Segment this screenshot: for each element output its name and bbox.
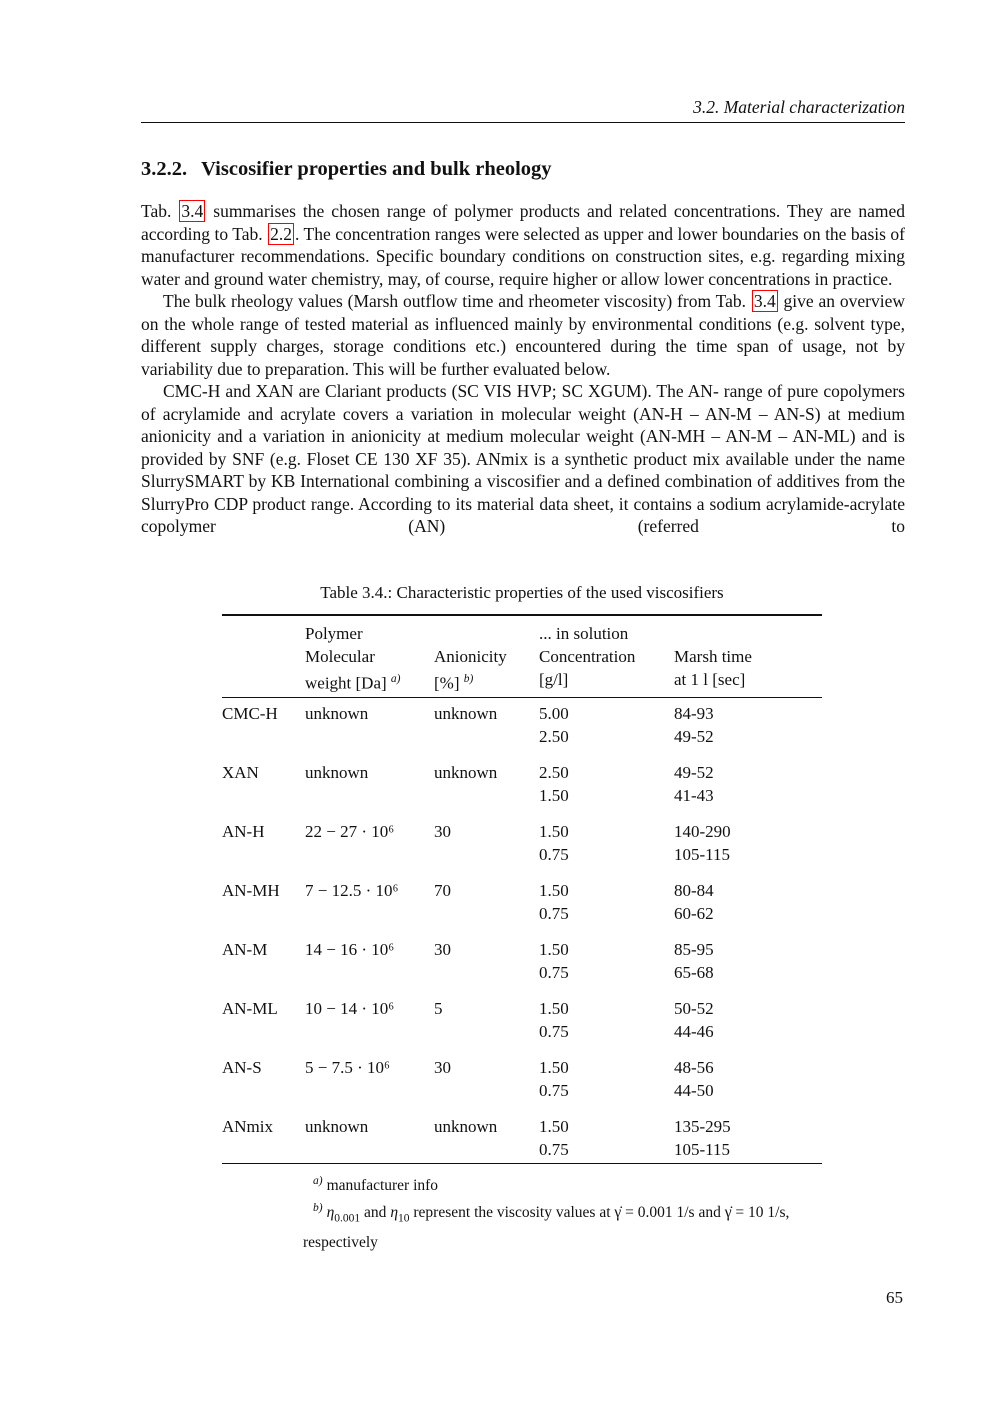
marsh-time-cell: 80-84	[674, 881, 714, 901]
table-header-units-row	[222, 668, 822, 698]
header-molecular-weight-units	[305, 668, 434, 698]
anionicity-cell: unknown	[434, 763, 498, 783]
empty-cell	[222, 1138, 305, 1164]
page-number: 65	[886, 1288, 903, 1307]
empty-cell	[222, 1020, 305, 1045]
footnote-b-text: represent the viscosity values at γ̇ = 0.001 1/s and γ̇ = 10 1/s,	[409, 1204, 790, 1222]
header-concentration-units: [g/l]	[539, 668, 674, 698]
table-caption: Table 3.4.: Characteristic properties of the used viscosifiers	[320, 582, 724, 602]
molecular-weight-cell: 7 − 12.5 · 10⁶	[305, 881, 399, 901]
marsh-time-cell: 84-93	[674, 704, 714, 724]
empty-cell	[434, 1020, 539, 1045]
marsh-time-cell: 105-115	[674, 845, 731, 865]
paragraph-text: summarises the chosen range of polymer products and related concentrations. They are named according to Tab.	[141, 201, 905, 244]
paragraph-text: CMC-H and XAN are Clariant products (SC VIS HVP; SC XGUM). The AN- range of pure copolymers of acrylamide and acrylate covers a variation in molecular weight (AN-H – AN-M – AN-S) at medium anionicity and a variation in anionicity at medium molecular weight (AN-MH – AN-M – AN-ML) and is provided by SNF (e.g. Floset CE 130 XF 35). ANmix is a synthetic product mix available under the name SlurrySMART by KB International combining a viscosifier and a defined combination of additives from the SlurryPro CDP product range. According to its material data sheet, it contains a sodium acrylamide-acrylate copolymer (AN) (referred to	[141, 381, 905, 536]
product-name-cell: AN-H	[222, 822, 265, 842]
concentration-cell: 1.50	[539, 822, 569, 842]
footnote-mark-a: a)	[390, 672, 401, 685]
table-row	[222, 868, 822, 902]
viscosifier-properties-table	[222, 614, 822, 1165]
concentration-cell: 2.50	[539, 763, 569, 783]
concentration-cell: 1.50	[539, 881, 569, 901]
empty-cell	[222, 725, 305, 750]
table-reference-link[interactable]: 3.4	[753, 291, 776, 311]
table-row	[222, 986, 822, 1020]
molecular-weight-cell: 10 − 14 · 10⁶	[305, 999, 395, 1019]
empty-cell	[434, 902, 539, 927]
table-row	[222, 1045, 822, 1079]
marsh-time-cell: 135-295	[674, 1117, 731, 1137]
molecular-weight-cell: unknown	[305, 1117, 369, 1137]
header-anionicity-units	[434, 668, 539, 698]
molecular-weight-cell: 5 − 7.5 · 10⁶	[305, 1058, 390, 1078]
concentration-cell: 0.75	[539, 1081, 569, 1101]
marsh-time-cell: 49-52	[674, 727, 714, 747]
table-row	[222, 809, 822, 843]
table-row	[222, 927, 822, 961]
paragraph-text: . The concentration ranges were selected as upper and lower boundaries on the basis of manufacturer recommendations. Specific boundary conditions on construction sites, e.g. regarding mixing water and ground water chemistry, may, of course, require higher or allow lower concentrations in practice.	[141, 223, 905, 289]
footnote-b-continuation: respectively	[303, 1233, 378, 1251]
marsh-time-cell: 105-115	[674, 1140, 731, 1160]
product-name-cell: XAN	[222, 763, 259, 783]
product-name-cell: ANmix	[222, 1117, 273, 1137]
empty-cell	[222, 1079, 305, 1104]
marsh-time-cell: 60-62	[674, 904, 714, 924]
anionicity-cell: 5	[434, 999, 443, 1019]
table-row	[222, 1079, 822, 1104]
paragraph-2	[141, 290, 905, 380]
footnote-a-text: manufacturer info	[326, 1177, 439, 1195]
paragraph-1	[141, 200, 905, 290]
table-row	[222, 1138, 822, 1164]
marsh-time-cell: 65-68	[674, 963, 714, 983]
concentration-cell: 1.50	[539, 940, 569, 960]
empty-cell	[434, 1138, 539, 1164]
header-units-text: [%]	[434, 673, 460, 693]
empty-cell	[305, 1138, 434, 1164]
marsh-time-cell: 85-95	[674, 940, 714, 960]
header-molecular-weight: Molecular	[305, 646, 375, 666]
table-row	[222, 725, 822, 750]
empty-header-cell	[222, 615, 305, 645]
empty-cell	[222, 843, 305, 868]
footnote-a-mark: a)	[313, 1175, 323, 1188]
concentration-cell: 0.75	[539, 845, 569, 865]
table-reference-link[interactable]: 2.2	[270, 223, 292, 244]
header-concentration: Concentration	[539, 646, 636, 666]
table-row	[222, 698, 822, 726]
marsh-time-cell: 140-290	[674, 822, 731, 842]
footnote-b-text: and	[360, 1204, 391, 1222]
marsh-time-cell: 48-56	[674, 1058, 714, 1078]
section-number: 3.2.2.	[141, 158, 188, 180]
empty-header-cell	[222, 645, 305, 668]
marsh-time-cell: 41-43	[674, 786, 714, 806]
header-anionicity: Anionicity	[434, 646, 507, 666]
group-header-in-solution: ... in solution	[539, 623, 629, 643]
molecular-weight-cell: 22 − 27 · 10⁶	[305, 822, 395, 842]
header-marsh-time-units: at 1 l [sec]	[674, 668, 822, 698]
table-footnotes	[303, 1170, 943, 1253]
marsh-time-cell: 49-52	[674, 763, 714, 783]
product-name-cell: AN-S	[222, 1058, 262, 1078]
marsh-time-cell: 44-50	[674, 1081, 714, 1101]
table-row	[222, 1020, 822, 1045]
empty-cell	[305, 902, 434, 927]
anionicity-cell: unknown	[434, 704, 498, 724]
section-heading	[141, 157, 905, 181]
anionicity-cell: unknown	[434, 1117, 498, 1137]
marsh-time-cell: 50-52	[674, 999, 714, 1019]
table-row	[222, 843, 822, 868]
section-title: Viscosifier properties and bulk rheology	[201, 158, 552, 180]
concentration-cell: 5.00	[539, 704, 569, 724]
eta-symbol: η	[390, 1204, 399, 1222]
footnote-b	[303, 1197, 943, 1230]
empty-cell	[222, 902, 305, 927]
anionicity-cell: 70	[434, 881, 451, 901]
eta-subscript: 0.001	[334, 1212, 361, 1225]
footnote-b-mark: b)	[313, 1202, 323, 1215]
table-row	[222, 1104, 822, 1138]
concentration-cell: 0.75	[539, 1140, 569, 1160]
eta-symbol: η	[326, 1204, 335, 1222]
table-header-row	[222, 645, 822, 668]
empty-header-cell	[222, 668, 305, 698]
concentration-cell: 1.50	[539, 1058, 569, 1078]
empty-cell	[305, 1079, 434, 1104]
empty-cell	[305, 725, 434, 750]
table-block	[222, 582, 822, 1254]
table-row	[222, 750, 822, 784]
product-name-cell: AN-ML	[222, 999, 278, 1019]
empty-cell	[434, 784, 539, 809]
body-text	[141, 200, 905, 538]
paragraph-text: The bulk rheology values (Marsh outflow time and rheometer viscosity) from Tab.	[163, 291, 751, 311]
empty-cell	[434, 961, 539, 986]
concentration-cell: 1.50	[539, 999, 569, 1019]
concentration-cell: 1.50	[539, 1117, 569, 1137]
table-reference-link[interactable]: 3.4	[181, 201, 204, 221]
concentration-cell: 0.75	[539, 904, 569, 924]
product-name-cell: AN-M	[222, 940, 268, 960]
product-name-cell: CMC-H	[222, 704, 278, 724]
paragraph-3	[141, 380, 905, 538]
empty-cell	[434, 1079, 539, 1104]
footnote-a	[303, 1170, 943, 1197]
concentration-cell: 1.50	[539, 786, 569, 806]
molecular-weight-cell: unknown	[305, 704, 369, 724]
empty-cell	[305, 1020, 434, 1045]
table-group-header-row	[222, 615, 822, 645]
running-header-text: 3.2. Material characterization	[693, 97, 905, 117]
table-row	[222, 784, 822, 809]
empty-cell	[222, 961, 305, 986]
header-units-text: weight [Da]	[305, 673, 387, 693]
anionicity-cell: 30	[434, 822, 451, 842]
concentration-cell: 2.50	[539, 727, 569, 747]
product-name-cell: AN-MH	[222, 881, 280, 901]
table-row	[222, 902, 822, 927]
anionicity-cell: 30	[434, 1058, 451, 1078]
group-header-polymer: Polymer	[305, 623, 363, 643]
anionicity-cell: 30	[434, 940, 451, 960]
footnote-mark-b: b)	[463, 672, 474, 685]
paragraph-text: Tab.	[141, 201, 179, 221]
table-row	[222, 961, 822, 986]
running-header	[141, 96, 905, 123]
eta-subscript: 10	[398, 1212, 410, 1225]
empty-cell	[305, 784, 434, 809]
empty-cell	[305, 961, 434, 986]
table-body	[222, 698, 822, 1164]
empty-cell	[434, 725, 539, 750]
header-marsh-time: Marsh time	[674, 646, 752, 666]
molecular-weight-cell: unknown	[305, 763, 369, 783]
molecular-weight-cell: 14 − 16 · 10⁶	[305, 940, 395, 960]
marsh-time-cell: 44-46	[674, 1022, 714, 1042]
empty-cell	[434, 843, 539, 868]
concentration-cell: 0.75	[539, 1022, 569, 1042]
empty-cell	[305, 843, 434, 868]
paragraph-text: give an overview on the whole range of tested material as influenced mainly by environmental conditions (e.g. solvent type, different supply charges, storage conditions etc.) encountered during the time span of usage, not by variability due to preparation. This will be further evaluated below.	[141, 291, 905, 379]
concentration-cell: 0.75	[539, 963, 569, 983]
empty-cell	[222, 784, 305, 809]
